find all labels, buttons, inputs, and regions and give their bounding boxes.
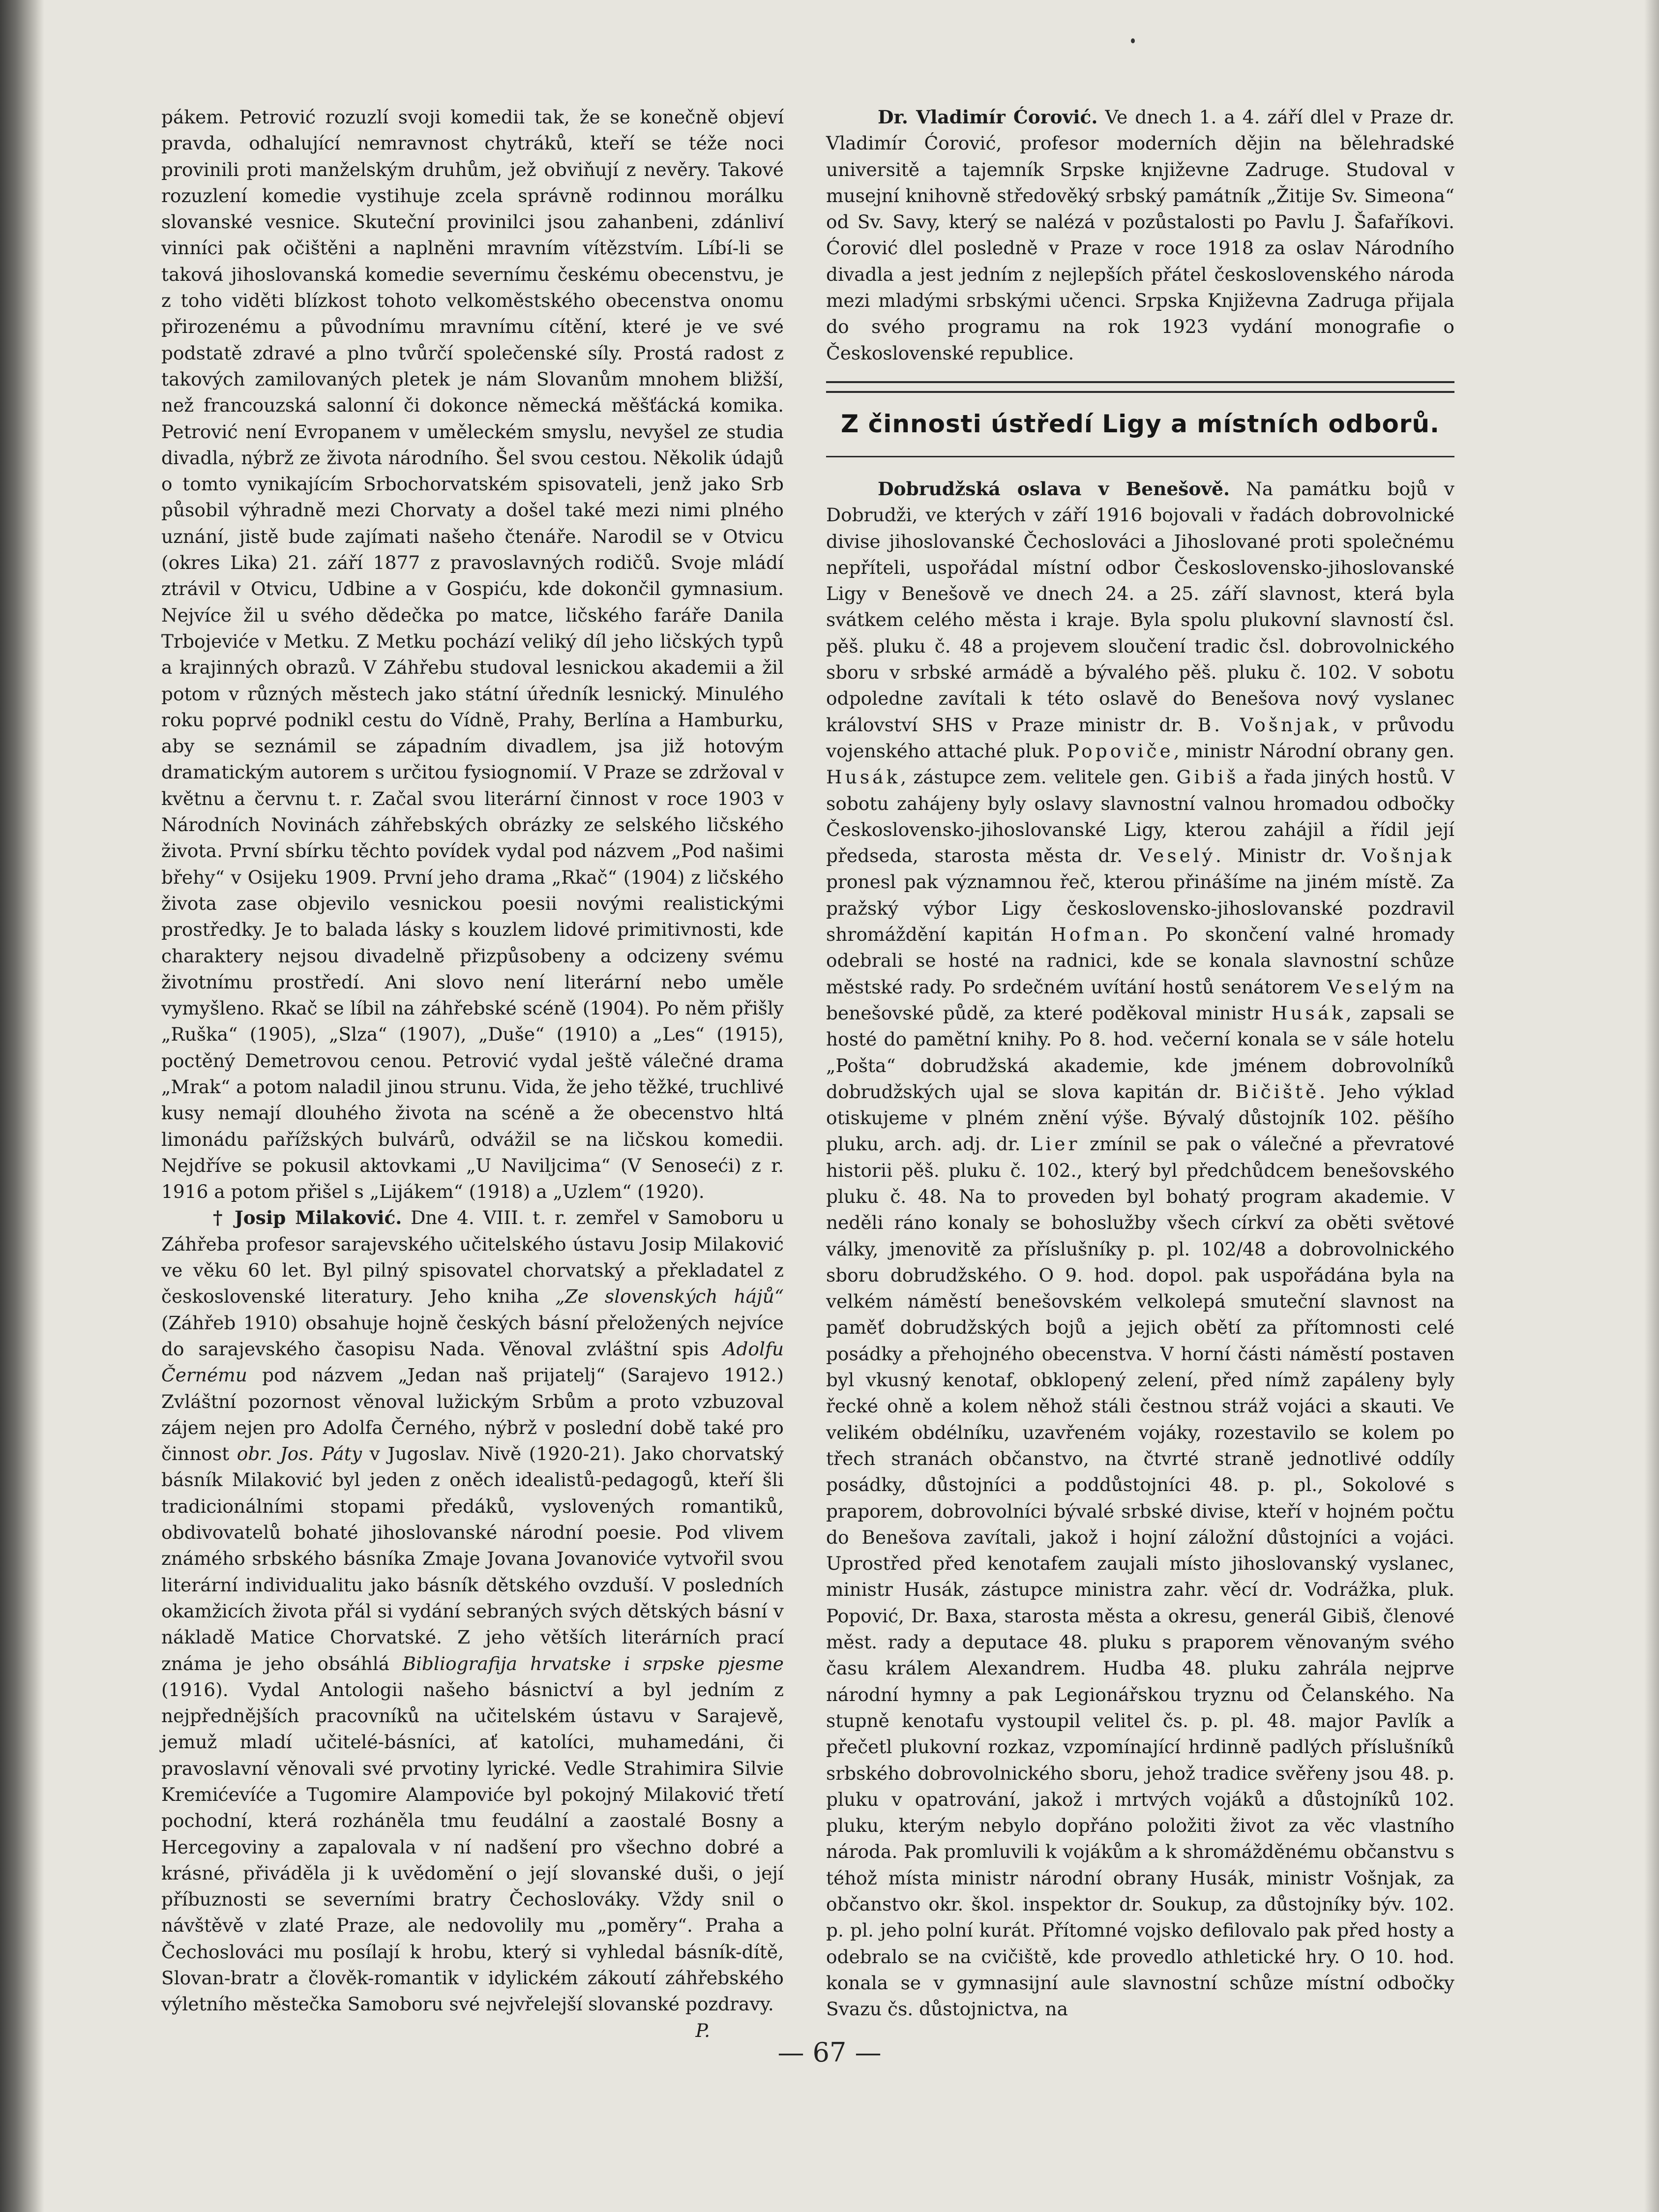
section-heading: Z činnosti ústředí Ligy a místních odborů. bbox=[840, 409, 1440, 438]
milakovic-heading: † Josip Milaković. bbox=[213, 1207, 402, 1229]
book-title: Bibliografija hrvatske i srpske pjesme bbox=[402, 1652, 784, 1674]
double-rule-divider bbox=[826, 381, 1454, 393]
person-name: B. Vošnjak bbox=[1197, 714, 1333, 736]
person-name: Lier bbox=[1030, 1133, 1080, 1155]
person-name: Husák bbox=[1271, 1002, 1346, 1024]
dobrudza-report: Dobrudžská oslava v Benešově. Na památku bojů v Dobrudži, ve kterých v září 1916 bojovali v řadách dobrovolnické divise jihoslovanské Čechoslováci a Jihoslované proti společnému nepříteli, uspořádal místní odbor Československo-jihoslovanské Ligy v Benešově ve dnech 24. a 25. září slavnost, která byla svátkem celého města i kraje. Byla spolu plukovní slavností čsl. pěš. pluku č. 48 a projevem sloučení tradic čsl. dobrovolnického sboru v srbské armádě a bývalého pěš. pluku č. 102. V sobotu odpoledne zavítali k této oslavě do Benešova nový vyslanec království SHS v Praze ministr dr. B. Vošnjak, v průvodu vojenského attaché pluk. Popoviče, ministr Národní obrany gen. Husák, zástupce zem. velitele gen. Gibiš a řada jiných hostů. V sobotu zahájeny byly oslavy slavnostní valnou hromadou odbočky Československo-jihoslovanské Ligy, kterou zahájil a řídil její předseda, starosta města dr. Veselý. Ministr dr. Vošnjak pronesl pak významnou řeč, kterou přinášíme na jiném místě. Za pražský výbor Ligy československo-jihoslovanské pozdravil shromáždění kapitán Hofman. Po skončení valné hromady odebrali se hosté na radnici, kde se konala slavnostní schůze městské rady. Po srdečném uvítání hostů senátorem Veselým na benešovské půdě, za které poděkoval ministr Husák, zapsali se hosté do pamětní knihy. Po 8. hod. večerní konala se v sále hotelu „Pošta“ dobrudžská akademie, kde jménem dobrovolníků dobrudžských ujal se slova kapitán dr. Bičiště. Jeho výklad otiskujeme v plném znění výše. Bývalý důstojník 102. pěšího pluku, arch. adj. dr. Lier zmínil se pak o válečné a převratové historii pěš. pluku č. 102., který byl předchůdcem benešovského pluku č. 48. Na to proveden byl bohatý program akademie. V neděli ráno konaly se bohoslužby všech církví za oběti světové války, jmenovitě za příslušníky p. pl. 102/48 a dobrovolnického sboru dobrudžského. O 9. hod. dopol. pak uspořádána byla na velkém náměstí benešovském velkolepá smuteční slavnost na paměť dobrudžských bojů a jejich obětí za přítomnosti celé posádky a přehojného obecenstva. V horní části náměstí postaven byl vkusný kenotaf, obklopený zelení, před nímž zapáleny byly řecké ohně a kolem něhož stáli čestnou stráž vojáci a skauti. Ve velikém obdélníku, uzavřeném vojáky, rozestavilo se kolem po třech stranách občanstvo, na čtvrté straně jednotlivé oddíly posádky, důstojníci a poddůstojníci 48. p. pl., Sokolové s praporem, dobrovolníci bývalé srbské divise, kteří v hojném počtu do Benešova zavítali, jakož i hojní záložní důstojníci a vojáci. Uprostřed před kenotafem zaujali místo jihoslovanský vyslanec, ministr Husák, zástupce ministra zahr. věcí dr. Vodrážka, pluk. Popović, Dr. Baxa, starosta města a okresu, generál Gibiš, členové měst. rady a deputace 48. pluku s praporem věnovaným svého času králem Alexandrem. Hudba 48. pluku zahrála nejprve národní hymny a pak Legionářskou tryznu od Čelanského. Na stupně kenotafu vystoupil velitel čs. p. pl. 48. major Pavlík a přečetl plukovní rozkaz, vzpomínající hrdinně padlých příslušníků srbského dobrovolnického sboru, jehož tradice svěřeny jsou 48. p. pluku v opatrování, jakož i mrtvých vojáků a důstojníků 102. pluku, kterým nebylo dopřáno položiti život za věc vlastního národa. Pak promluvili k vojákům a k shromážděnému občanstvu s téhož místa ministr národní obrany Husák, ministr Vošnjak, za občanstvo okr. škol. inspektor dr. Soukup, za důstojníky býv. 102. p. pl. jeho polní kurát. Přítomné vojsko defilovalo pak před hosty a odebralo se na cvičiště, kde provedlo athletické hry. O 10. hod. konala se v gymnasijní aule slavnostní schůze místní odbočky Svazu čs. důstojnictva, na bbox=[826, 478, 1454, 2020]
person-name: Veselým bbox=[1327, 976, 1425, 998]
person-name: Gibiš bbox=[1176, 766, 1239, 788]
book-title: Adolfu Černému bbox=[161, 1338, 784, 1386]
person-name: Popoviče bbox=[1066, 740, 1174, 762]
thin-rule-divider bbox=[826, 456, 1454, 457]
person-name: Vošnjak bbox=[1362, 845, 1454, 867]
ink-speck bbox=[1131, 38, 1135, 43]
person-name: Veselý bbox=[1138, 845, 1215, 867]
petrovic-continuation: pákem. Petrović rozuzlí svoji komedii tak, že se konečně objeví pravda, odhalující nemravnost chytráků, kteří se téže noci provinili proti manželským druhům, jež obviňují z nevěry. Takové rozuzlení komedie vystihuje zcela správně rodinnou morálku slovanské vesnice. Skuteční provinilci jsou zahanbeni, zdánliví vinníci pak očištěni a naplněni mravním vítězstvím. Líbí-li se taková jihoslovanská komedie severnímu českému obecenstvu, je z toho viděti blízkost tohoto velkoměstského obecenstva onomu přirozenému a původnímu mravnímu cítění, které je ve své podstatě zdravé a plno tvůrčí společenské síly. Prostá radost z takových zamilovaných pletek je nám Slovanům mnohem bližší, než francouzská salonní či dokonce německá měšťácká komika. Petrović není Evropanem v uměleckém smyslu, nevyšel ze studia divadla, nýbrž ze života národního. Šel svou cestou. Několik údajů o tomto vynikajícím Srbochorvatském spisovateli, jenž jako Srb působil výhradně mezi Chorvaty a došel také mezi nimi plného uznání, jistě bude zajímati našeho čtenáře. Narodil se v Otvicu (okres Lika) 21. září 1877 z pravoslavných rodičů. Svoje mládí ztrávil v Otvicu, Udbine a v Gospiću, kde dokončil gymnasium. Nejvíce žil u svého dědečka po matce, ličského faráře Danila Trbojeviće v Metku. Z Metku pochází veliký díl jeho ličských typů a krajinných obrazů. V Záhřebu studoval lesnickou akademii a žil potom v různých městech jako státní úředník lesnický. Minulého roku poprvé podnikl cestu do Vídně, Prahy, Berlína a Hamburku, aby se seznámil se západním divadlem, jsa již hotovým dramatickým autorem s určitou fysiognomií. V Praze se zdržoval v květnu a červnu t. r. Začal svou literární činnost v roce 1903 v Národních Novinách záhřebských obrázky ze selského ličského života. První sbírku těchto povídek vydal pod názvem „Pod našimi břehy“ v Osijeku 1909. První jeho drama „Rkač“ (1904) z ličského života zase objevilo vesnickou poesii novými realistickými prostředky. Je to balada lásky s kouzlem lidové primitivnosti, kde charaktery nejsou divadelně přizpůsobeny a odcizeny svému životnímu prostředí. Ani slovo není literární nebo uměle vymyšleno. Rkač se líbil na záhřebské scéně (1904). Po něm přišly „Ruška“ (1905), „Slza“ (1907), „Duše“ (1910) a „Les“ (1915), poctěný Demetrovou cenou. Petrović vydal ještě válečné drama „Mrak“ a potom naladil jinou strunu. Vida, že jeho těžké, truchlivé kusy nemají dlouhého života na scéně a že obecenstvo hltá limonádu pařížských bulvárů, odvážil se na ličskou komedii. Nejdříve se pokusil aktovkami „U Naviljcima“ (V Senoseći) z r. 1916 a potom přišel s „Lijákem“ (1918) a „Uzlem“ (1920). bbox=[161, 106, 784, 1203]
book-binding-shadow bbox=[0, 0, 44, 2212]
person-name: Husák bbox=[826, 766, 901, 788]
book-title: „Ze slovenských hájů“ bbox=[555, 1285, 784, 1308]
author-signature: P. bbox=[695, 2019, 710, 2041]
milakovic-obituary: † Josip Milaković. Dne 4. VIII. t. r. zemřel v Samoboru u Záhřeba profesor sarajevského učitelského ústavu Josip Milaković ve věku 60 let. Byl pilný spisovatel chorvatský a překladatel z československé literatury. Jeho kniha „Ze slovenských hájů“ (Záhřeb 1910) obsahuje hojně českých básní přeložených nejvíce do sarajevského časopisu Nada. Věnoval zvláštní spis Adolfu Černému pod názvem „Jedan naš prijatelj“ (Sarajevo 1912.) Zvláštní pozornost věnoval lužickým Srbům a proto vzbuzoval zájem nejen pro Adolfa Černého, nýbrž v poslední době také pro činnost obr. Jos. Páty v Jugoslav. Nivě (1920-21). Jako chorvatský básník Milaković byl jeden z oněch idealistů-pedagogů, kteří šli tradicionálními stopami předáků, vyslovených romantiků, obdivovatelů bohaté jihoslovanské národní poesie. Pod vlivem známého srbského básníka Zmaje Jovana Jovanoviće vytvořil svou literární individualitu jako básník dětského ovzduší. V posledních okamžicích života přál si vydání sebraných svých dětských básní v nákladě Matice Chorvatské. Z jeho větších literárních prací známa je jeho obsáhlá Bibliografija hrvatske i srpske pjesme (1916). Vydal Antologii našeho básnictví a byl jedním z nejpřednějších pracovníků na učitelském ústavu v Sarajevě, jemuž mladí učitelé-básníci, ať katolíci, muhamedáni, či pravoslavní věnovali své prvotiny lyrické. Vedle Strahimira Silvie Kremićevíće a Tugomire Alampoviće byl pokojný Milaković třetí pochodní, která rozháněla tmu feudální a zaostalé Bosny a Hercegoviny a zapalovala v ní nadšení pro všechno dobré a krásné, přiváděla ji k uvědomění o její slovanské duši, o její příbuznosti se severními bratry Čechoslováky. Vždy snil o návštěvě v zlaté Praze, ale nedovolily mu „poměry“. Praha a Čechoslováci mu posílají k hrobu, který si vyhledal básník-dítě, Slovan-bratr a člověk-romantik v idylickém zákoutí záhřebského výletního městečka Samoboru své nejvřelejší slovanské pozdravy. P. bbox=[161, 1205, 784, 2017]
corovic-note: Dr. Vladimír Ćorović. Ve dnech 1. a 4. září dlel v Praze dr. Vladimír Ćorović, profesor moderních dějin na bělehradské universitě a tajemník Srpske književne Zadruge. Studoval v musejní knihovně středověký srbský památník „Žitije Sv. Simeona“ od Sv. Savy, který se nalézá v pozůstalosti po Pavlu J. Šafaříkovi. Ćorović dlel posledně v Praze v roce 1918 za oslav Národního divadla a jest jedním z nejlepších přátel československého národa mezi mladými srbskými učenci. Srpska Književna Zadruga přijala do svého programu na rok 1923 vydání monografie o Československé republice. bbox=[826, 106, 1454, 364]
corovic-heading: Dr. Vladimír Ćorović. bbox=[878, 106, 1098, 128]
left-column bbox=[161, 104, 784, 2044]
dobrudza-heading: Dobrudžská oslava v Benešově. bbox=[878, 478, 1230, 500]
person-name: Bičiště bbox=[1235, 1080, 1320, 1103]
book-title: obr. Jos. Páty bbox=[237, 1443, 362, 1465]
person-name: Hofman bbox=[1050, 924, 1143, 946]
page-edge bbox=[1644, 0, 1659, 2212]
page-number: — 67 — bbox=[777, 2037, 882, 2068]
right-column bbox=[826, 104, 1454, 2022]
